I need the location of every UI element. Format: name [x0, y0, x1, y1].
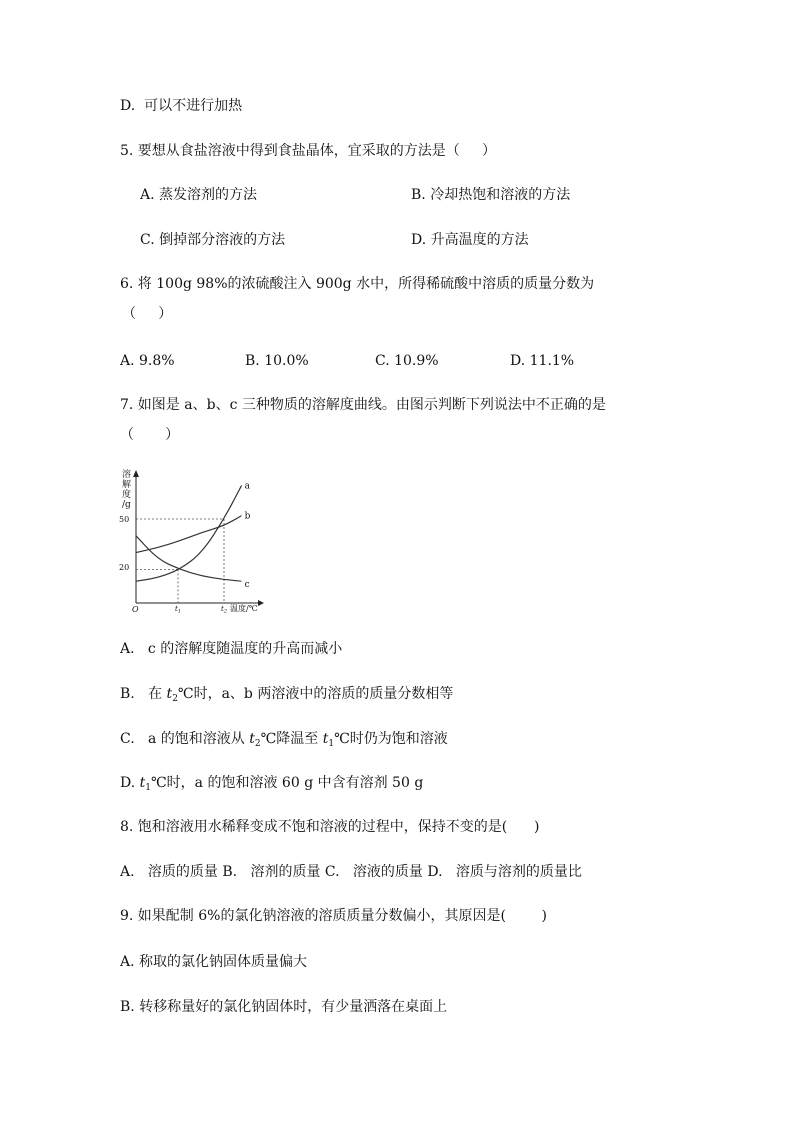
q9-option-a: A. 称取的氯化钠固体质量偏大 — [120, 954, 308, 970]
origin-label: O — [132, 605, 139, 614]
q5-option-b: B. 冷却热饱和溶液的方法 — [411, 187, 571, 203]
q7-option-b — [120, 684, 453, 709]
q7-b-post: ℃时，a、b 两溶液中的溶质的质量分数相等 — [177, 686, 454, 702]
q7-c-t2: t — [322, 731, 329, 747]
solubility-curve-chart — [118, 465, 278, 615]
q4-option-d: D. 可以不进行加热 — [120, 98, 243, 114]
q5-option-c: C. 倒掉部分溶液的方法 — [140, 232, 286, 248]
q5-option-a: A. 蒸发溶剂的方法 — [140, 187, 258, 203]
y-tick-50: 50 — [119, 515, 130, 524]
q7-d-t: t — [139, 775, 146, 791]
series-c-label: c — [244, 580, 250, 591]
q9-stem: 9. 如果配制 6%的氯化钠溶液的溶质质量分数偏小，其原因是( ) — [120, 908, 547, 924]
q7-c-sub1: 2 — [254, 739, 261, 749]
q7-option-c — [120, 729, 448, 754]
x-tick-t1: $t_1$ — [175, 605, 182, 615]
q5-stem: 5. 要想从食盐溶液中得到食盐晶体，宜采取的方法是（ ） — [120, 143, 497, 159]
q7-c-sub2: 1 — [328, 739, 335, 749]
q7-option-a: A. c 的溶解度随温度的升高而减小 — [120, 641, 343, 657]
series-c-curve — [136, 536, 242, 581]
series-a-curve — [136, 485, 242, 581]
q6-option-c: C. 10.9% — [375, 353, 439, 369]
q7-b-sub: 2 — [172, 694, 178, 704]
q5-option-d: D. 升高温度的方法 — [411, 232, 529, 248]
series-a-label: a — [244, 481, 250, 492]
x-axis-label: 温度/℃ — [230, 604, 258, 613]
q6-option-a: A. 9.8% — [120, 353, 175, 369]
q6-option-b: B. 10.0% — [245, 353, 309, 369]
q7-d-pre: D. — [120, 775, 140, 791]
q6-option-d: D. 11.1% — [510, 353, 575, 369]
series-b-label: b — [244, 511, 251, 522]
q7-paren: （ ） — [120, 427, 180, 443]
q7-stem: 7. 如图是 a、b、c 三种物质的溶解度曲线。由图示判断下列说法中不正确的是 — [120, 397, 606, 413]
q6-paren: （ ） — [122, 306, 173, 322]
y-axis-label: 溶解度/g — [122, 470, 132, 510]
chart-guides — [136, 519, 224, 603]
q7-b-pre: B. 在 — [120, 686, 167, 702]
q7-b-t: t — [166, 686, 173, 702]
q7-option-d — [120, 773, 423, 798]
q7-d-post: ℃时，a 的饱和溶液 60 g 中含有溶剂 50 g — [151, 775, 424, 791]
y-tick-20: 20 — [119, 563, 130, 572]
q9-option-b: B. 转移称量好的氯化钠固体时，有少量洒落在桌面上 — [120, 999, 448, 1015]
q7-c-t1: t — [249, 731, 255, 747]
q6-stem: 6. 将 100g 98%的浓硫酸注入 900g 水中，所得稀硫酸中溶质的质量分数为 — [120, 276, 595, 292]
series-b-curve — [136, 516, 242, 553]
x-tick-t2: $t_2$ — [221, 605, 228, 615]
q8-options: A. 溶质的质量 B. 溶剂的质量 C. 溶液的质量 D. 溶质与溶剂的质量比 — [120, 864, 582, 880]
q7-d-sub: 1 — [145, 783, 152, 793]
q7-c-post: ℃时仍为饱和溶液 — [334, 731, 448, 747]
q7-c-pre: C. a 的饱和溶液从 — [120, 731, 250, 747]
q8-stem: 8. 饱和溶液用水稀释变成不饱和溶液的过程中，保持不变的是( ) — [120, 819, 540, 835]
q7-c-mid: ℃降温至 — [260, 731, 323, 747]
